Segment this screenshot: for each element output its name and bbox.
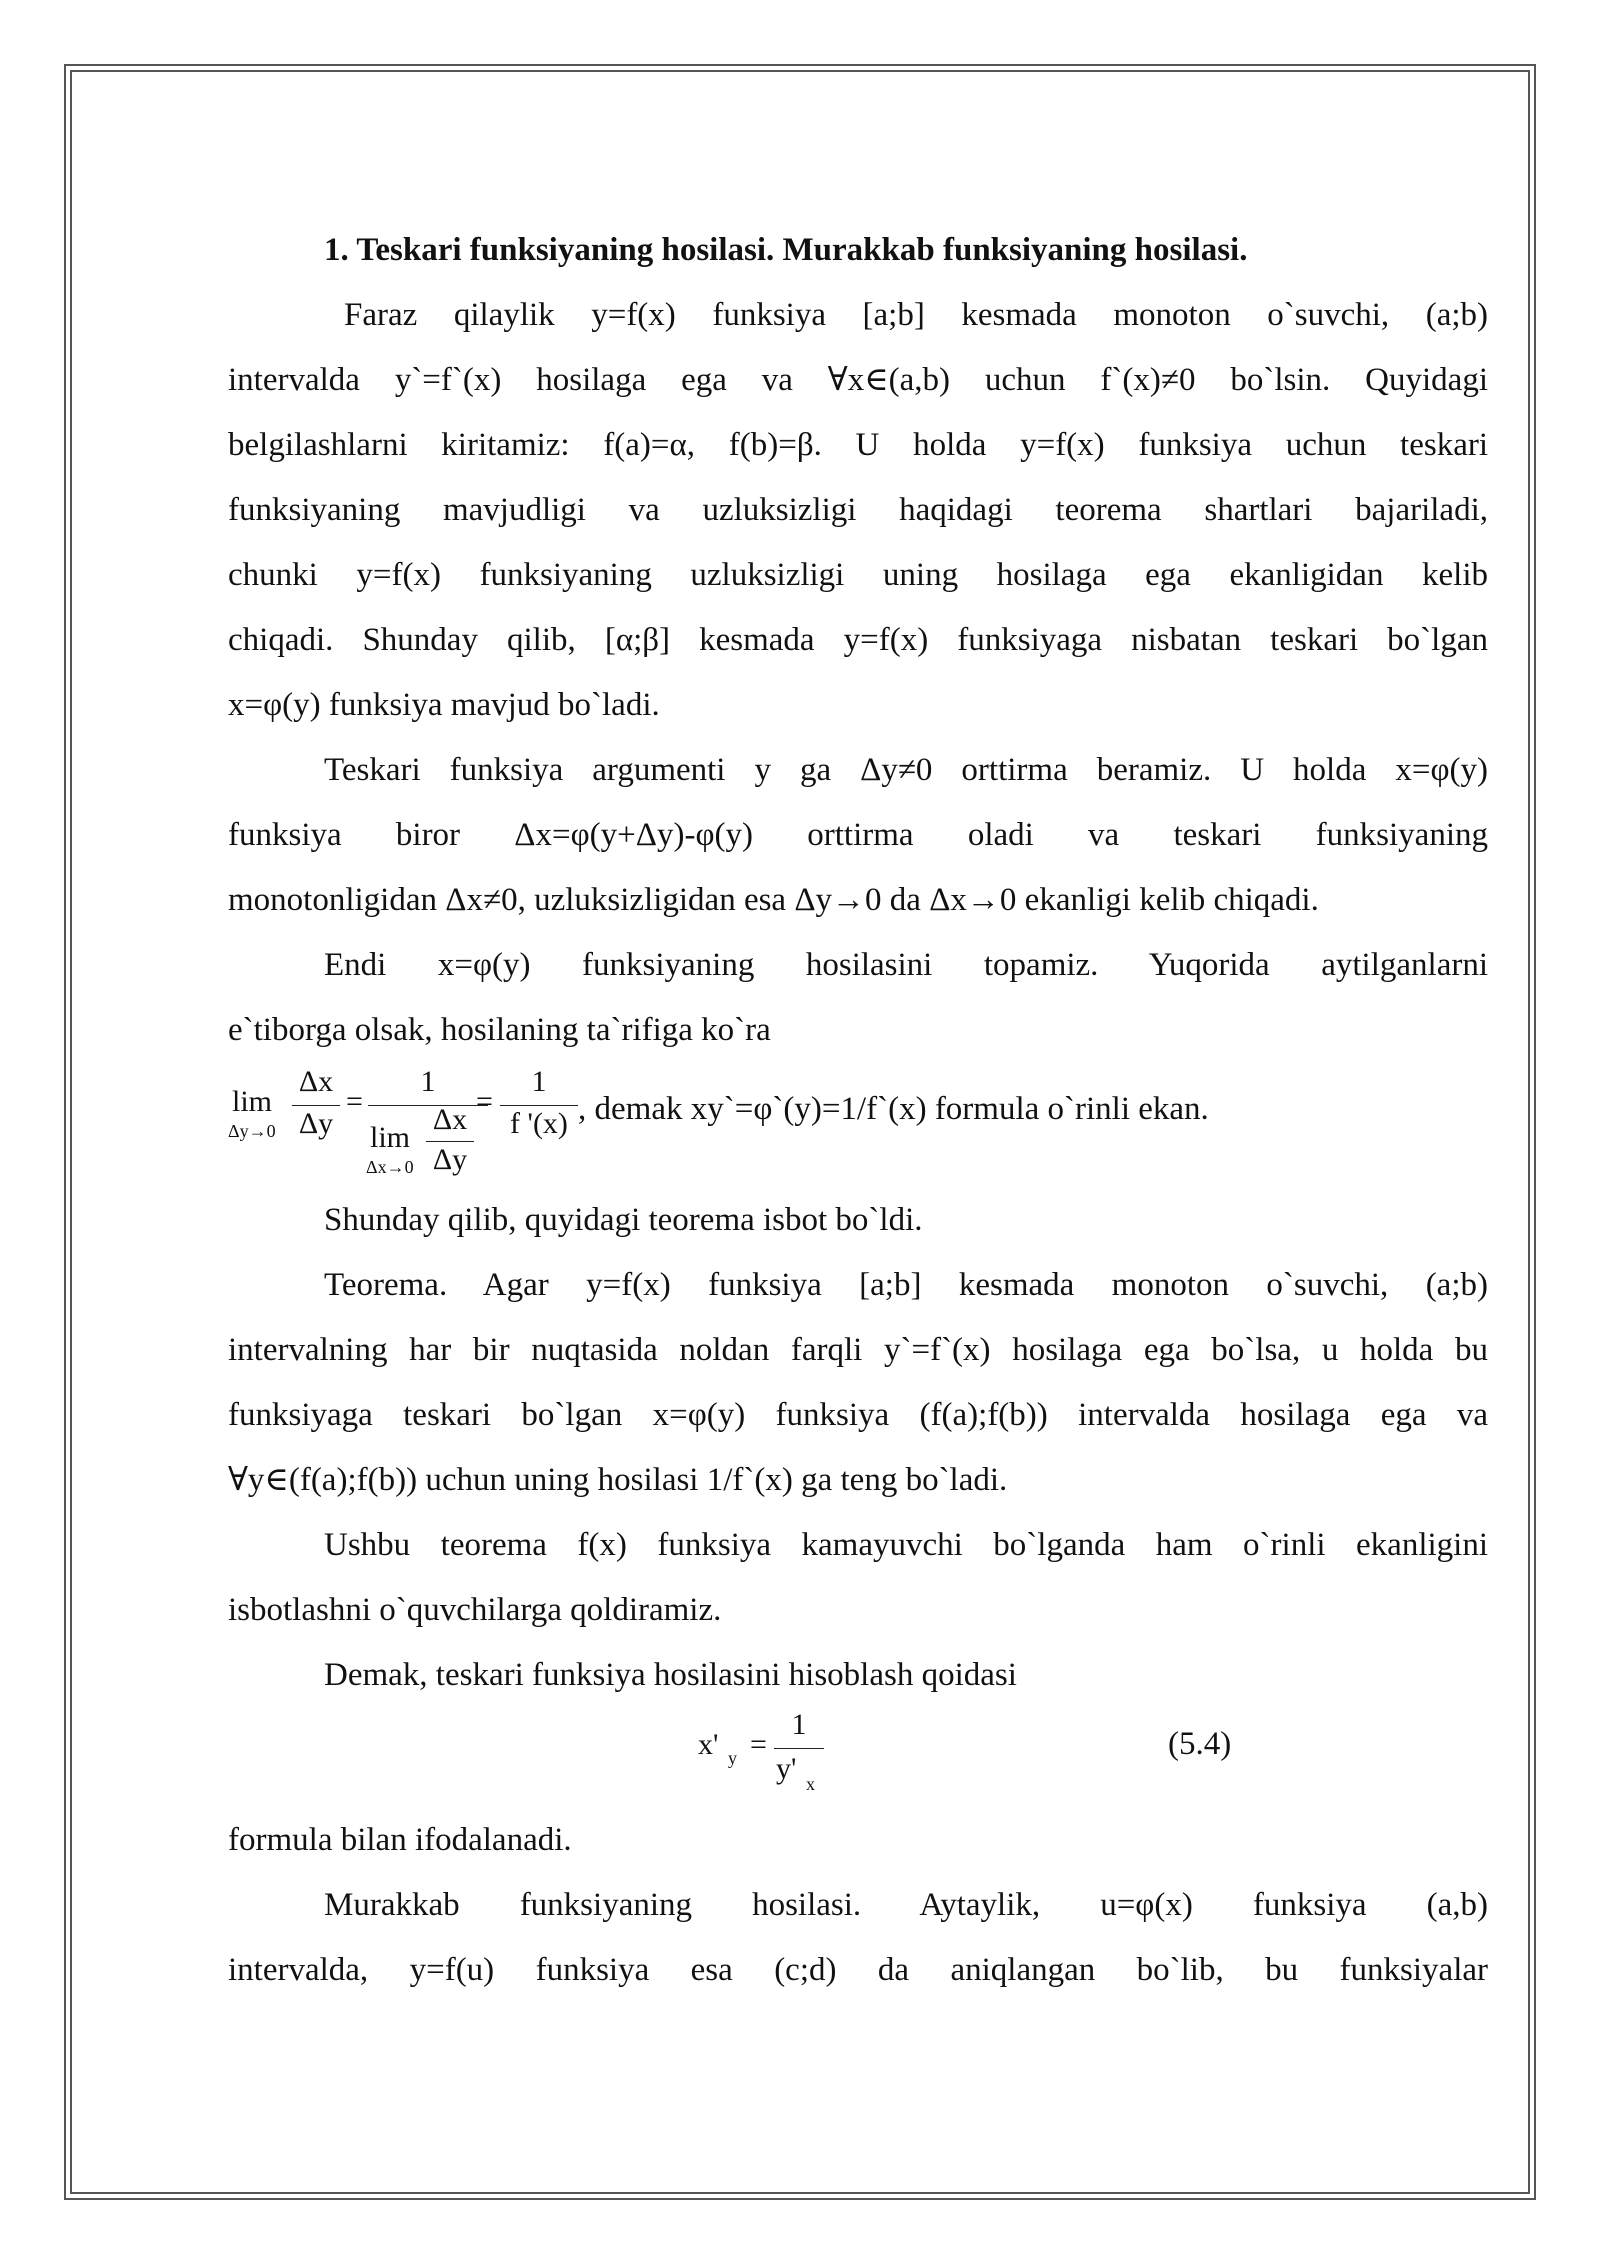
paragraph-line: chiqadi. Shunday qilib, [α;β] kesmada y=f(x) funksiyaga nisbatan teskari bo`lgan bbox=[228, 622, 1488, 658]
formula-lhs: x' bbox=[698, 1728, 719, 1761]
fraction-numerator: Δx bbox=[298, 1065, 334, 1098]
fraction-bar bbox=[426, 1141, 474, 1142]
formula-lhs-subscript: y bbox=[728, 1748, 737, 1768]
paragraph-line: funksiyaning mavjudligi va uzluksizligi haqidagi teorema shartlari bajariladi, bbox=[228, 492, 1488, 528]
fraction-denominator: y' bbox=[776, 1752, 797, 1785]
paragraph-line: isbotlashni o`quvchilarga qoldiramiz. bbox=[228, 1592, 722, 1628]
theorem-line: ∀y∈(f(a);f(b)) uchun uning hosilasi 1/f`(x) ga teng bo`ladi. bbox=[228, 1462, 1008, 1498]
section-title: 1. Teskari funksiyaning hosilasi. Murakkab funksiyaning hosilasi. bbox=[324, 232, 1248, 268]
paragraph-line: Endi x=φ(y) funksiyaning hosilasini topamiz. Yuqorida aytilganlarni bbox=[324, 947, 1488, 983]
paragraph-line: belgilashlarni kiritamiz: f(a)=α, f(b)=β. U holda y=f(x) funksiya uchun teskari bbox=[228, 427, 1488, 463]
lim-label: lim bbox=[370, 1121, 411, 1154]
derivative-formula bbox=[228, 1063, 1488, 1188]
paragraph-line: intervalda y`=f`(x) hosilaga ega va ∀x∈(a,b) uchun f`(x)≠0 bo`lsin. Quyidagi bbox=[228, 362, 1488, 398]
paragraph-line: Faraz qilaylik y=f(x) funksiya [a;b] kesmada monoton o`suvchi, (a;b) bbox=[344, 297, 1488, 333]
paragraph-line: formula bilan ifodalanadi. bbox=[228, 1822, 572, 1858]
fraction-bar bbox=[500, 1105, 578, 1106]
paragraph-line: Shunday qilib, quyidagi teorema isbot bo`ldi. bbox=[324, 1202, 923, 1238]
paragraph-line: Ushbu teorema f(x) funksiya kamayuvchi bo`lganda ham o`rinli ekanligini bbox=[324, 1527, 1488, 1563]
paragraph-line: x=φ(y) funksiya mavjud bo`ladi. bbox=[228, 687, 660, 723]
inner-numerator: Δx bbox=[432, 1103, 468, 1136]
fraction-numerator: 1 bbox=[420, 1065, 436, 1098]
inner-denominator: Δy bbox=[432, 1143, 468, 1176]
fraction-denominator: Δy bbox=[298, 1107, 334, 1140]
lim-subscript: Δy→0 bbox=[228, 1121, 276, 1141]
fraction-numerator: 1 bbox=[531, 1065, 547, 1098]
theorem-line: funksiyaga teskari bo`lgan x=φ(y) funksiya (f(a);f(b)) intervalda hosilaga ega va bbox=[228, 1397, 1488, 1433]
equation-number: (5.4) bbox=[1168, 1726, 1232, 1762]
paragraph-line: monotonligidan Δx≠0, uzluksizligidan esa Δy→0 da Δx→0 ekanligi kelib chiqadi. bbox=[228, 882, 1319, 918]
theorem-line: intervalning har bir nuqtasida noldan farqli y`=f`(x) hosilaga ega bo`lsa, u holda bu bbox=[228, 1332, 1488, 1368]
paragraph-line: e`tiborga olsak, hosilaning ta`rifiga ko`ra bbox=[228, 1012, 771, 1048]
document-body bbox=[228, 218, 1488, 2003]
fraction-bar bbox=[292, 1105, 340, 1106]
equals-sign: = bbox=[750, 1728, 767, 1761]
inverse-derivative-formula bbox=[228, 1708, 1488, 1808]
lim-label: lim bbox=[232, 1085, 273, 1118]
equals-sign: = bbox=[346, 1085, 363, 1118]
fraction-denominator: f '(x) bbox=[510, 1107, 568, 1140]
paragraph-line: Teskari funksiya argumenti y ga Δy≠0 orttirma beramiz. U holda x=φ(y) bbox=[324, 752, 1488, 788]
subsection-line: Murakkab funksiyaning hosilasi. Aytaylik, u=φ(x) funksiya (a,b) bbox=[324, 1887, 1488, 1923]
paragraph-line: funksiya biror Δx=φ(y+Δy)-φ(y) orttirma oladi va teskari funksiyaning bbox=[228, 817, 1488, 853]
theorem-line: Teorema. Agar y=f(x) funksiya [a;b] kesmada monoton o`suvchi, (a;b) bbox=[324, 1267, 1488, 1303]
equals-sign: = bbox=[476, 1085, 493, 1118]
paragraph-line: chunki y=f(x) funksiyaning uzluksizligi uning hosilaga ega ekanligidan kelib bbox=[228, 557, 1488, 593]
formula-conclusion: , demak xy`=φ`(y)=1/f`(x) formula o`rinli ekan. bbox=[578, 1091, 1209, 1127]
paragraph-line: intervalda, y=f(u) funksiya esa (c;d) da aniqlangan bo`lib, bu funksiyalar bbox=[228, 1952, 1488, 1988]
fraction-denominator-subscript: x bbox=[806, 1774, 815, 1794]
fraction-bar bbox=[774, 1748, 824, 1749]
fraction-numerator: 1 bbox=[791, 1708, 807, 1741]
paragraph-line: Demak, teskari funksiya hosilasini hisoblash qoidasi bbox=[324, 1657, 1017, 1693]
lim-subscript: Δx→0 bbox=[366, 1157, 414, 1177]
